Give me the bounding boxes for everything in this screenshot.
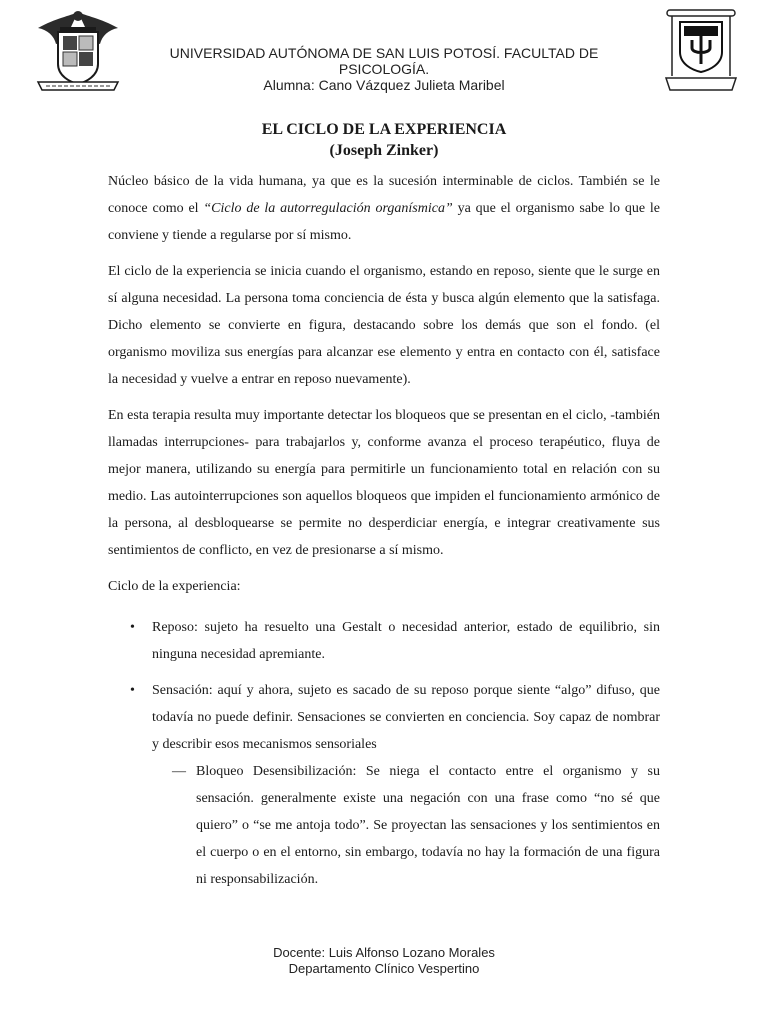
list-item: • Sensación: aquí y ahora, sujeto es sacado de su reposo porque siente “algo” difuso, que todavía no puede definir. Sensaciones se convierten en conciencia. Soy capaz de nombrar y describir esos mecanismos sensoriales bbox=[108, 677, 660, 758]
header-student: Alumna: Cano Vázquez Julieta Maribel bbox=[263, 77, 505, 93]
paragraph-2: El ciclo de la experiencia se inicia cuando el organismo, estando en reposo, siente que le surge en sí alguna necesidad. La persona toma conciencia de ésta y busca algún elemento que la satisfaga. Dicho elemento se convierte en figura, destacando sobre los demás que son el fondo. (el organismo moviliza sus energías para alcanzar ese elemento y entra en contacto con él, satisface la necesidad y vuelve a entrar en reposo nuevamente). bbox=[108, 264, 660, 387]
psychology-faculty-shield-icon bbox=[662, 6, 740, 94]
document-header bbox=[140, 45, 628, 93]
bullet-icon: • bbox=[130, 683, 135, 698]
title-main: EL CICLO DE LA EXPERIENCIA bbox=[261, 121, 507, 138]
paragraph-4: Ciclo de la experiencia: bbox=[108, 579, 241, 594]
footer-department: Departamento Clínico Vespertino bbox=[288, 961, 480, 976]
document-title bbox=[108, 119, 660, 161]
dash-icon: — bbox=[172, 764, 186, 779]
university-eagle-seal-icon bbox=[30, 6, 126, 94]
footer-teacher: Docente: Luis Alfonso Lozano Morales bbox=[273, 945, 495, 960]
document-body bbox=[108, 168, 660, 893]
bullet-icon: • bbox=[130, 620, 135, 635]
title-author: (Joseph Zinker) bbox=[329, 142, 439, 159]
paragraph-1: Núcleo básico de la vida humana, ya que es la sucesión interminable de ciclos. También se le conoce como el “Ciclo de la autorregulación organísmica” ya que el organismo sabe lo que le conviene y tiende a regularse por sí mismo. bbox=[108, 174, 660, 243]
document-footer bbox=[140, 945, 628, 977]
header-faculty: PSICOLOGÍA. bbox=[338, 61, 430, 77]
header-university: UNIVERSIDAD AUTÓNOMA DE SAN LUIS POTOSÍ. FACULTAD DE bbox=[169, 45, 599, 61]
list-item: • Reposo: sujeto ha resuelto una Gestalt o necesidad anterior, estado de equilibrio, sin ninguna necesidad apremiante. bbox=[108, 614, 660, 668]
paragraph-3: En esta terapia resulta muy importante detectar los bloqueos que se presentan en el ciclo, -también llamadas interrupciones- para trabajarlos y, conforme avanza el proceso terapéutico, fluya de mejor manera, utilizando su energía para permitirle un funcionamiento total en relación con su medio. Las autointerrupciones son aquellos bloqueos que impiden el funcionamiento armónico de la persona, al desbloquearse se permite no desperdiciar energía, e integrar creativamente sus sentimientos de conflicto, en vez de presionarse a sí mismo. bbox=[108, 408, 660, 558]
italic-phrase: “Ciclo de la autorregulación organísmica” bbox=[203, 201, 453, 216]
sub-list-item: — Bloqueo Desensibilización: Se niega el contacto entre el organismo y su sensación. generalmente existe una negación con una frase como “no sé que quiero” o “se me antoja todo”. Se proyectan las sensaciones y los sentimientos en el cuerpo o en el entorno, sin embargo, todavía no hay la formación de una figura ni responsabilización. bbox=[108, 758, 660, 893]
bullet-list bbox=[108, 614, 660, 758]
